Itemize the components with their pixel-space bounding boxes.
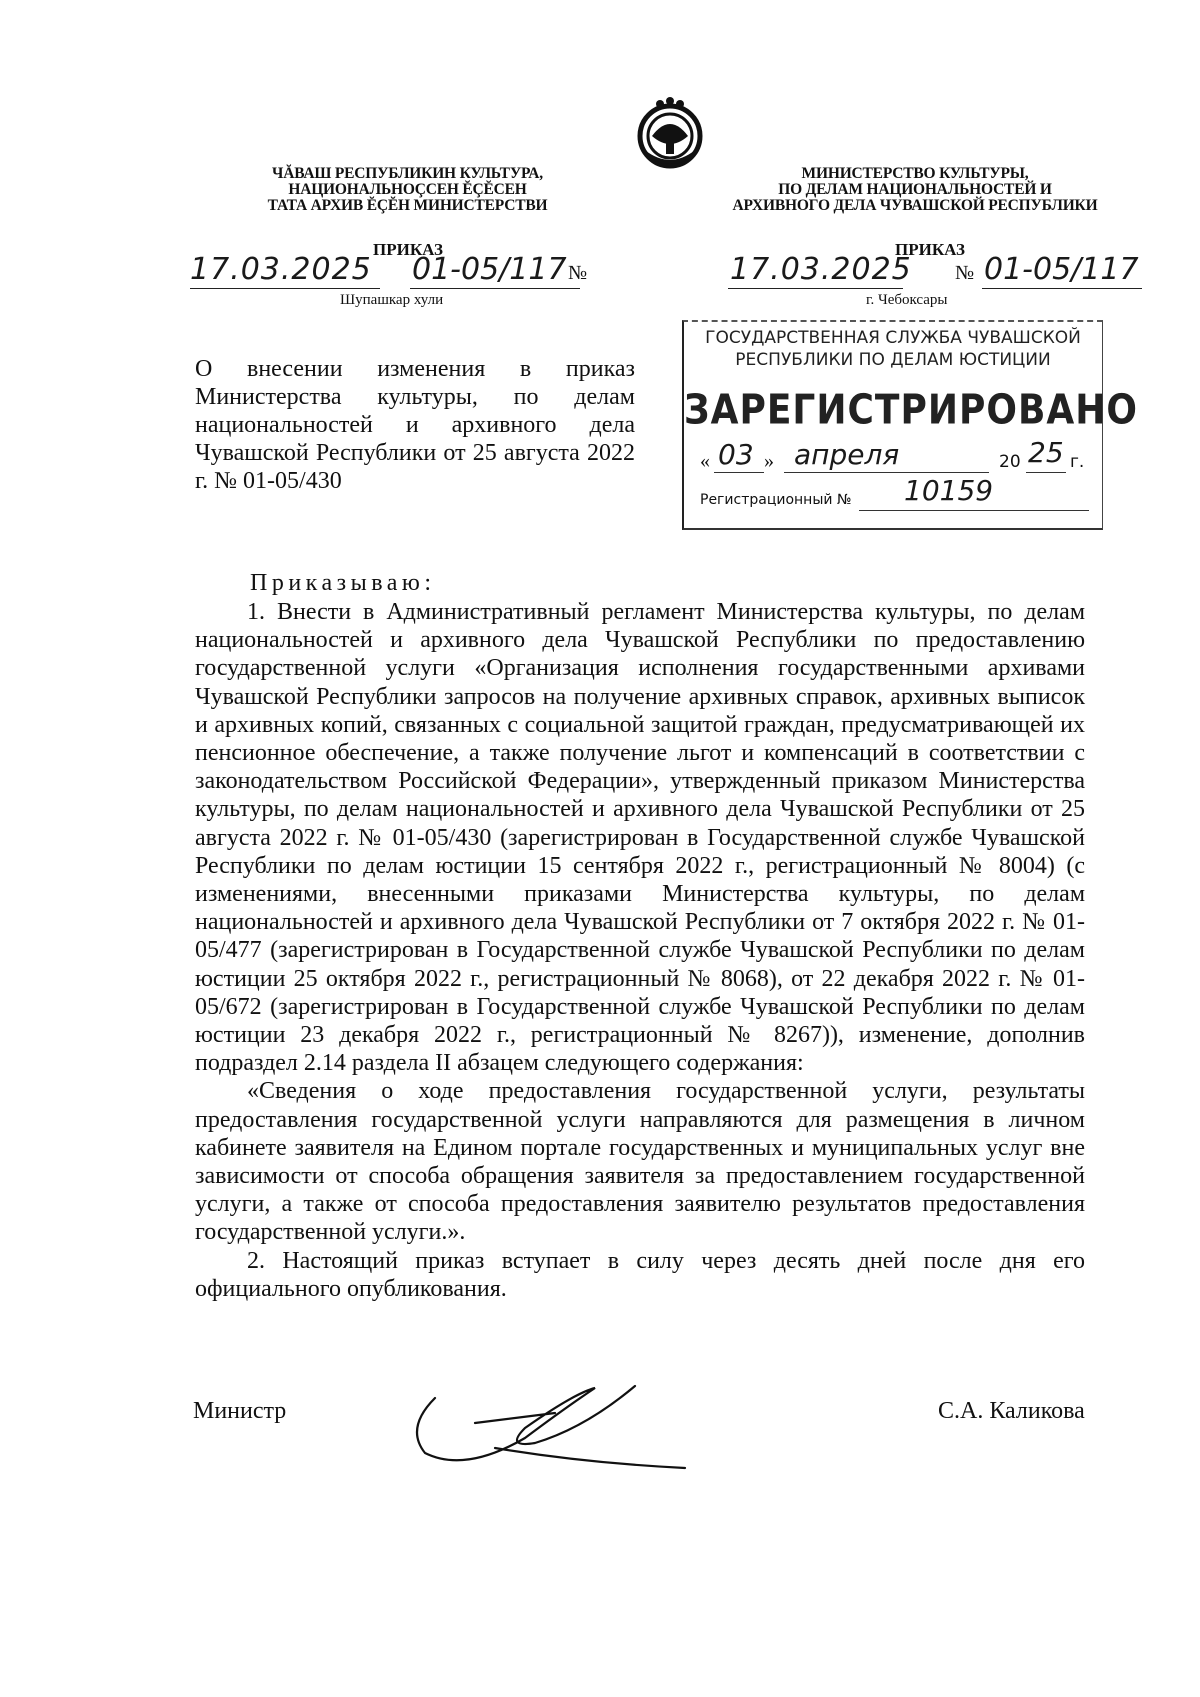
left-date-handwritten: 17.03.2025 — [190, 252, 372, 287]
stamp-close-quote: » — [764, 450, 774, 472]
stamp-year-prefix: 20 — [999, 452, 1021, 472]
header-left — [245, 166, 570, 214]
stamp-day: 03 — [718, 438, 754, 471]
header-left-line-2: НАЦИОНАЛЬНОÇСЕН ĔÇĔСЕН — [288, 181, 527, 198]
stamp-month-underline — [784, 472, 989, 473]
header-right — [725, 166, 1105, 214]
stamp-reg-label: Регистрационный № — [700, 492, 852, 508]
order-word: Приказываю: — [250, 570, 436, 596]
stamp-year-suffix: 25 — [1028, 436, 1064, 469]
stamp-year-underline — [1026, 472, 1066, 473]
header-right-line-1: МИНИСТЕРСТВО КУЛЬТУРЫ, — [801, 165, 1029, 182]
right-date-underline — [728, 288, 903, 289]
coat-of-arms-emblem — [630, 92, 710, 172]
stamp-reg-number: 10159 — [904, 474, 994, 507]
paragraph-2: «Сведения о ходе предоставления государственной услуги, результаты предоставления государственной услуги направляются для размещения в личном кабинете заявителя на Едином портале государственных и муниципальных услуг вне зависимости от способа обращения заявителя за предоставлением государственной услуги, а также от способа предоставления заявителю результатов предоставления государственной услуги.». — [195, 1078, 1085, 1246]
right-number-handwritten: 01-05/117 — [984, 252, 1139, 287]
stamp-line-1: ГОСУДАРСТВЕННАЯ СЛУЖБА ЧУВАШСКОЙ — [705, 328, 1081, 348]
stamp-month: апреля — [794, 438, 900, 471]
stamp-day-underline — [714, 472, 764, 473]
handwritten-signature — [405, 1368, 695, 1478]
left-number-sign: № — [568, 262, 588, 284]
header-left-line-3: ТАТА АРХИВ ĔÇĔН МИНИСТЕРСТВИ — [267, 197, 548, 214]
header-left-line-1: ЧĂВАШ РЕСПУБЛИКИН КУЛЬТУРА, — [272, 165, 543, 182]
right-city: г. Чебоксары — [866, 292, 948, 308]
header-right-line-2: ПО ДЕЛАМ НАЦИОНАЛЬНОСТЕЙ И — [778, 181, 1052, 198]
left-prikaz-title: ПРИКАЗ — [373, 240, 443, 259]
left-city: Шупашкар хули — [340, 292, 444, 308]
stamp-year-g: г. — [1070, 452, 1085, 472]
stamp-line-2: РЕСПУБЛИКИ ПО ДЕЛАМ ЮСТИЦИИ — [735, 350, 1051, 370]
paragraph-1: 1. Внести в Административный регламент Министерства культуры, по делам национальностей и архивного дела Чувашской Республики по предоставлению государственной услуги «Организация исполнения государственными архивами Чувашской Республики запросов на получение архивных справок, архивных выписок и архивных копий, связанных с социальной защитой граждан, предусматривающей их пенсионное обеспечение, а также получение льгот и компенсаций в соответствии с законодательством Российской Федерации», утвержденный приказом Министерства культуры, по делам национальностей и архивного дела Чувашской Республики от 25 августа 2022 г. № 01-05/430 (зарегистрирован в Государственной службе Чувашской Республики по делам юстиции 15 сентября 2022 г., регистрационный № 8004) (с изменениями, внесенными приказами Министерства культуры, по делам национальностей и архивного дела Чувашской Республики от 7 октября 2022 г. № 01-05/477 (зарегистрирован в Государственной службе Чувашской Республики по делам юстиции 25 октября 2022 г., регистрационный № 8068), от 22 декабря 2022 г. № 01-05/672 (зарегистрирован в Государственной службе Чувашской Республики по делам юстиции 23 декабря 2022 г., регистрационный № 8267)), изменение, дополнив подраздел 2.14 раздела II абзацем следующего содержания: — [195, 599, 1085, 1077]
document-body — [195, 598, 1085, 1303]
right-number-underline — [982, 288, 1142, 289]
right-number-sign: № — [955, 262, 975, 284]
left-number-handwritten: 01-05/117 — [412, 252, 567, 287]
left-date-underline — [190, 288, 380, 289]
right-date-handwritten: 17.03.2025 — [730, 252, 912, 287]
stamp-open-quote: « — [700, 450, 710, 472]
registration-stamp — [682, 320, 1138, 530]
stamp-title: ЗАРЕГИСТРИРОВАНО — [684, 386, 1138, 435]
header-right-line-3: АРХИВНОГО ДЕЛА ЧУВАШСКОЙ РЕСПУБЛИКИ — [732, 197, 1098, 214]
signatory-name: С.А. Каликова — [938, 1398, 1085, 1424]
stamp-reg-underline — [859, 510, 1089, 511]
document-title: О внесении изменения в приказ Министерства культуры, по делам национальностей и архивного дела Чувашской Республики от 25 августа 2022 г. № 01-05/430 — [195, 356, 635, 494]
right-prikaz-title: ПРИКАЗ — [895, 240, 965, 259]
paragraph-3: 2. Настоящий приказ вступает в силу через десять дней после дня его официального опубликования. — [195, 1247, 1085, 1302]
signature-position: Министр — [193, 1398, 287, 1424]
left-number-underline — [410, 288, 580, 289]
